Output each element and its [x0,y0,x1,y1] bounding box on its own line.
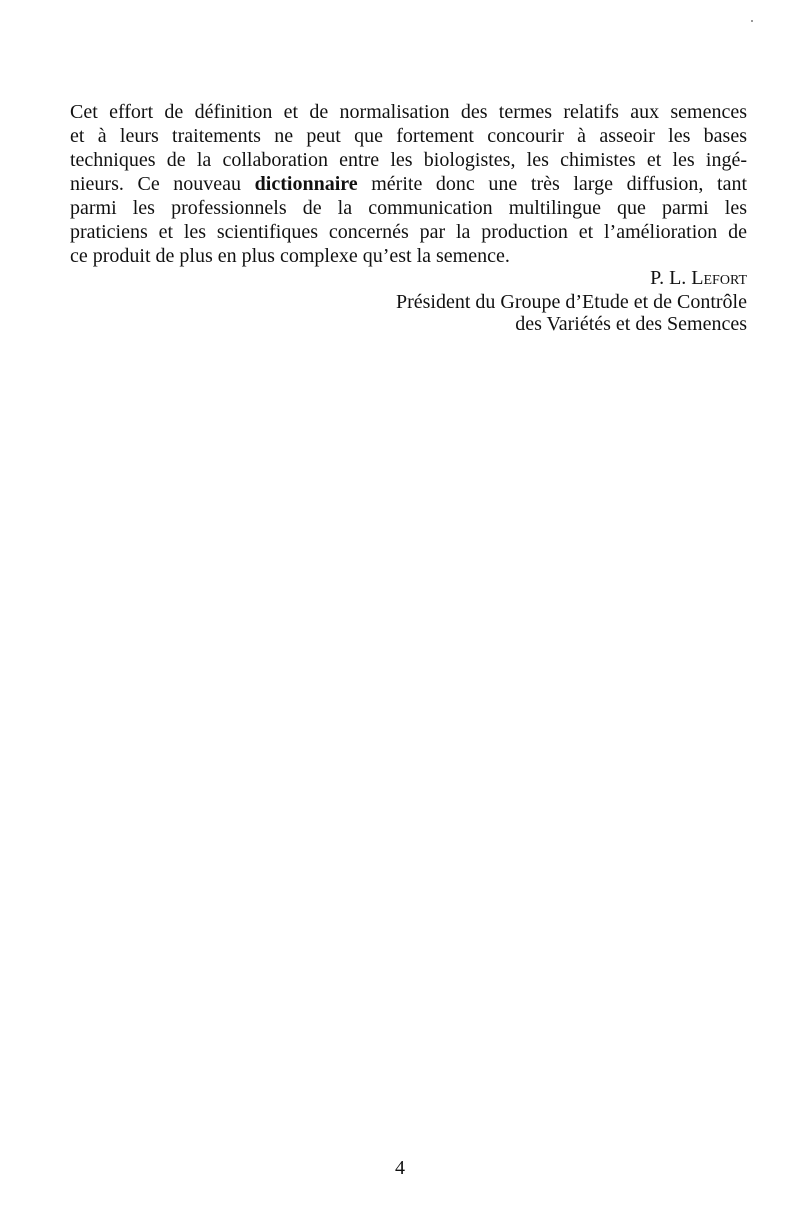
body-paragraph [70,100,747,268]
paragraph-line-2: et à leurs traitements ne peut que fortement concourir à asseoir les bases [70,125,747,147]
author-signature [650,266,747,290]
paragraph-line-3: techniques de la collaboration entre les biologistes, les chimistes et les ingé- [70,149,747,171]
affiliation-line-1: Président du Groupe d’Etude et de Contrôle [395,291,747,313]
paragraph-line-1: Cet effort de définition et de normalisation des termes relatifs aux semences [70,101,747,123]
paragraph-line-4-end: mérite donc une très large diffusion, tant [371,173,748,195]
dictionnaire-emphasis: dictionnaire [254,173,358,195]
scan-speck [751,20,753,22]
author-surname: Lefort [691,267,747,289]
paragraph-line-4-start: nieurs. Ce nouveau [70,173,242,195]
paragraph-line-4 [70,172,747,196]
author-initials: P. L. [650,267,687,289]
author-affiliation [396,291,747,335]
affiliation-line-2: des Variétés et des Semences [515,313,747,335]
paragraph-line-6: praticiens et les scientifiques concernés par la production et l’amélioration de [70,221,747,243]
paragraph-line-7: ce produit de plus en plus complexe qu’est la semence. [70,245,510,267]
paragraph-line-5: parmi les professionnels de la communication multilingue que parmi les [70,197,747,219]
page-number: 4 [395,1157,405,1179]
